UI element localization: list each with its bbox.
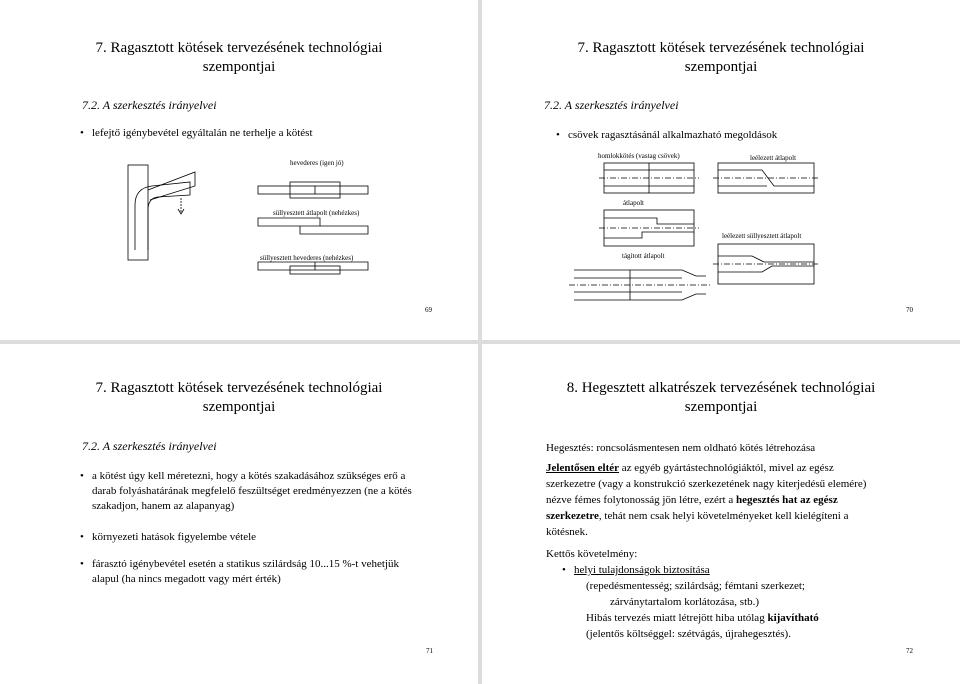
caption-leelezett-sullyesztett: leélezett süllyesztett átlapolt bbox=[722, 232, 802, 240]
emph-hegesztes: hegesztés hat az egész szerkezetre bbox=[546, 494, 838, 522]
requirement-line-3 bbox=[586, 610, 819, 626]
requirement-bullet: helyi tulajdonságok biztosítása bbox=[574, 564, 710, 576]
requirement-line-4: (jelentős költséggel: szétvágás, újrahegesztés). bbox=[586, 628, 791, 640]
slide-71 bbox=[0, 344, 478, 684]
bracket-strap bbox=[135, 182, 190, 250]
requirement-title: Kettős követelmény: bbox=[546, 548, 638, 560]
caption-sullyesztett-atlapolt: süllyesztett átlapolt (nehézkes) bbox=[273, 209, 360, 217]
para-text-1: az egyéb gyártástechnológiáktól, mivel az egész szerkezetre (vagy a konstrukció szerkezetének nagy kiterjedésű elemére) nézve fémes folytonosság jön létre, ezért a bbox=[546, 462, 867, 506]
caption-hevederes: hevederes (igen jó) bbox=[290, 159, 344, 167]
caption-tagitott-atlapolt: tágított átlapolt bbox=[622, 252, 665, 260]
section-subtitle: 7.2. A szerkesztés irányelvei bbox=[82, 439, 217, 453]
title-line-1: 7. Ragasztott kötések tervezésének technológiai bbox=[95, 380, 383, 396]
slide-title bbox=[0, 379, 478, 417]
slide-title bbox=[482, 379, 960, 417]
title-line-1: 8. Hegesztett alkatrészek tervezésének technológiai bbox=[566, 380, 876, 396]
section-subtitle: 7.2. A szerkesztés irányelvei bbox=[82, 98, 217, 112]
bullet-item: • fárasztó igénybevétel esetén a statikus szilárdság 10...15 %-t vehetjük alapul (ha nincs megadott vagy mért érték) bbox=[92, 557, 412, 587]
page-number: 72 bbox=[906, 647, 913, 655]
bracket-post bbox=[128, 165, 148, 260]
title-line-2: szempontjai bbox=[202, 59, 276, 75]
bullet-item: • csövek ragasztásánál alkalmazható megoldások bbox=[568, 128, 777, 143]
bullet-item: • a kötést úgy kell méretezni, hogy a kötés szakadásához szükséges erő a darab folyáshatárának megfelelő feszültséget eredményezzen (ne a kötés szakadjon, hanem az alapanyag) bbox=[92, 469, 432, 514]
intro-text: Hegesztés: roncsolásmentesen nem oldható kötés létrehozása bbox=[546, 442, 816, 454]
title-line-1: 7. Ragasztott kötések tervezésének technológiai bbox=[95, 40, 383, 56]
bullet-dot: • bbox=[562, 564, 566, 576]
para-text-2: , tehát nem csak helyi követelményeket kell kielégíteni a kötésnek. bbox=[546, 510, 849, 538]
requirement-detail-1: (repedésmentesség; szilárdság; fémtani szerkezet; bbox=[586, 580, 805, 592]
title-line-2: szempontjai bbox=[684, 59, 758, 75]
caption-leelezett-atlapolt: leélezett átlapolt bbox=[750, 154, 797, 162]
joint-drawings bbox=[0, 0, 478, 340]
slide-69 bbox=[0, 0, 478, 340]
caption-homlokkotes: homlokkötés (vastag csövek) bbox=[598, 152, 680, 160]
bullet-item: • lefejtő igénybevétel egyáltalán ne terhelje a kötést bbox=[92, 126, 313, 141]
emph-jelentosen: Jelentősen eltér bbox=[546, 462, 619, 474]
main-paragraph bbox=[546, 460, 884, 540]
slide-70 bbox=[482, 0, 960, 340]
emph-kijavithato: kijavítható bbox=[767, 612, 819, 624]
caption-sullyesztett-hevederes: süllyesztett hevederes (nehézkes) bbox=[260, 254, 354, 262]
req-line3-text: Hibás tervezés miatt létrejött hiba utólag bbox=[586, 612, 768, 624]
page-number: 71 bbox=[426, 647, 433, 655]
section-subtitle: 7.2. A szerkesztés irányelvei bbox=[544, 98, 679, 112]
title-line-1: 7. Ragasztott kötések tervezésének technológiai bbox=[577, 40, 865, 56]
title-line-2: szempontjai bbox=[684, 399, 758, 415]
pipe-drawings bbox=[482, 0, 960, 340]
title-line-2: szempontjai bbox=[202, 399, 276, 415]
page-number: 70 bbox=[906, 306, 913, 314]
bullet-item: • környezeti hatások figyelembe vétele bbox=[92, 530, 432, 545]
slide-72 bbox=[482, 344, 960, 684]
page-number: 69 bbox=[425, 306, 432, 314]
caption-atlapolt: átlapolt bbox=[623, 199, 644, 207]
requirement-detail-2: zárványtartalom korlátozása, stb.) bbox=[610, 596, 760, 608]
